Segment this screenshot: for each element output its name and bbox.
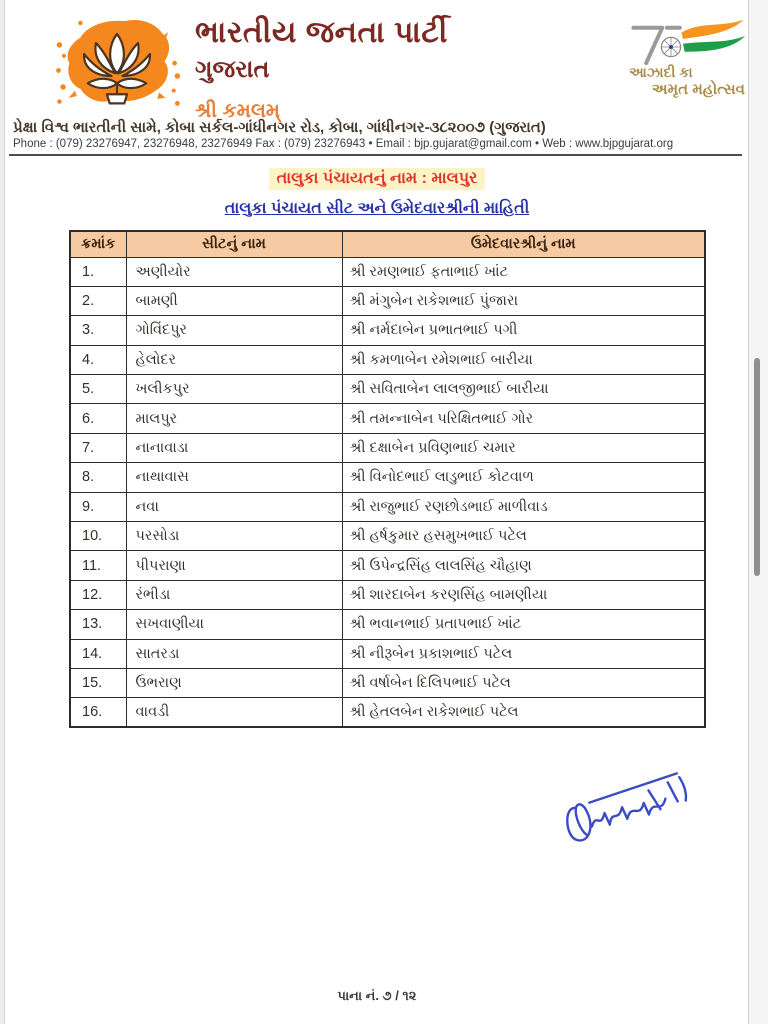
table-row (70, 463, 705, 492)
list-subtitle-text: તાલુકા પંચાયત સીટ અને ઉમેદવારશ્રીની માહિતી (224, 200, 530, 217)
seats-candidates-table (69, 230, 706, 728)
col-header-serial: ક્રમાંક (70, 231, 126, 257)
amrut-75-tricolor-icon (627, 16, 747, 70)
amrut-line2: અમૃત મહોત્સવ (651, 81, 745, 98)
row-number-cell: 3. (70, 316, 126, 345)
seat-name-cell: હેલોદર (126, 345, 342, 374)
table-row (70, 404, 705, 433)
page-number: પાના નં. ૭ / ૧૨ (337, 988, 417, 1003)
table-row (70, 639, 705, 668)
table-row (70, 668, 705, 697)
table-row (70, 522, 705, 551)
table-row (70, 257, 705, 286)
candidate-name-cell: શ્રી હર્ષકુમાર હસમુખભાઈ પટેલ (342, 522, 705, 551)
candidate-name-cell: શ્રી શારદાબેન કરણસિંહ બામણીયા (342, 580, 705, 609)
scanned-page (4, 0, 748, 1024)
candidate-name-cell: શ્રી નીરૂબેન પ્રકાશભાઈ પટેલ (342, 639, 705, 668)
table-row (70, 286, 705, 315)
seat-name-cell: ખલીકપુર (126, 375, 342, 404)
seat-name-cell: રંભીડા (126, 580, 342, 609)
table-row (70, 698, 705, 727)
handwritten-signature-icon (550, 756, 718, 856)
row-number-cell: 8. (70, 463, 126, 492)
candidate-name-cell: શ્રી કમળાબેન રમેશભાઈ બારીયા (342, 345, 705, 374)
row-number-cell: 5. (70, 375, 126, 404)
row-number-cell: 4. (70, 345, 126, 374)
seat-name-cell: પીપરાણા (126, 551, 342, 580)
candidate-name-cell: શ્રી રમણભાઈ ફતાભાઈ ખાંટ (342, 257, 705, 286)
bjp-lotus-logo-icon (53, 10, 181, 120)
row-number-cell: 16. (70, 698, 126, 727)
table-row (70, 316, 705, 345)
seat-name-cell: નવા (126, 492, 342, 521)
col-header-seat: સીટનું નામ (126, 231, 342, 257)
table-header-row (70, 231, 705, 257)
candidate-name-cell: શ્રી વર્ષાબેન દિલિપભાઈ પટેલ (342, 668, 705, 697)
row-number-cell: 1. (70, 257, 126, 286)
row-number-cell: 14. (70, 639, 126, 668)
table-row (70, 375, 705, 404)
list-subtitle (5, 200, 749, 218)
seat-table-body (70, 257, 705, 727)
candidate-name-cell: શ્રી તમન્નાબેન પરિક્ષિતભાઈ ગોર (342, 404, 705, 433)
row-number-cell: 2. (70, 286, 126, 315)
table-row (70, 610, 705, 639)
seat-name-cell: પરસોડા (126, 522, 342, 551)
table-row (70, 580, 705, 609)
candidate-name-cell: શ્રી રાજુભાઈ રણછોડભાઈ માળીવાડ (342, 492, 705, 521)
letterhead-title-block (195, 16, 495, 123)
scrollbar-thumb[interactable] (754, 358, 760, 576)
table-row (70, 492, 705, 521)
row-number-cell: 13. (70, 610, 126, 639)
seat-name-cell: ઉભરાણ (126, 668, 342, 697)
col-header-candidate: ઉમેદવારશ્રીનું નામ (342, 231, 705, 257)
table-row (70, 551, 705, 580)
office-address: પ્રેક્ષા વિશ્વ ભારતીની સામે, કોબા સર્કલ-ગાંધીનગર રોડ, કોબા, ગાંધીનગર-૩૮૨૦૦૭ (ગુજરાત) (13, 119, 546, 136)
candidate-name-cell: શ્રી મંગુબેન રાકેશભાઈ પુંજારા (342, 286, 705, 315)
candidate-name-cell: શ્રી હેતલબેન રાકેશભાઈ પટેલ (342, 698, 705, 727)
table-row (70, 433, 705, 462)
row-number-cell: 11. (70, 551, 126, 580)
candidate-name-cell: શ્રી વિનોદભાઈ લાડુભાઈ કોટવાળ (342, 463, 705, 492)
candidate-name-cell: શ્રી સવિતાબેન લાલજીભાઈ બારીયા (342, 375, 705, 404)
row-number-cell: 9. (70, 492, 126, 521)
row-number-cell: 6. (70, 404, 126, 433)
candidate-name-cell: શ્રી ભવાનભાઈ પ્રતાપભાઈ ખાંટ (342, 610, 705, 639)
table-row (70, 345, 705, 374)
row-number-cell: 15. (70, 668, 126, 697)
seat-name-cell: અણીયોર (126, 257, 342, 286)
seat-name-cell: સખવાણીયા (126, 610, 342, 639)
seat-name-cell: ગોવિંદપુર (126, 316, 342, 345)
seat-name-cell: નાથાવાસ (126, 463, 342, 492)
row-number-cell: 10. (70, 522, 126, 551)
candidate-name-cell: શ્રી ઉપેન્દ્રસિંહ લાલસિંહ ચૌહાણ (342, 551, 705, 580)
org-name: ભારતીય જનતા પાર્ટી (195, 16, 448, 49)
amrut-mahotsav-logo (611, 16, 747, 98)
org-region: ગુજરાત (195, 56, 270, 83)
seat-name-cell: વાવડી (126, 698, 342, 727)
taluka-title (5, 168, 749, 190)
seat-name-cell: સાતરડા (126, 639, 342, 668)
candidate-name-cell: શ્રી દક્ષાબેન પ્રવિણભાઈ ચમાર (342, 433, 705, 462)
office-name: શ્રી કમલમ્ (195, 100, 281, 122)
taluka-title-text: તાલુકા પંચાયતનું નામ : માલપુર (269, 168, 486, 190)
contact-info: Phone : (079) 23276947, 23276948, 23276949 Fax : (079) 23276943 • Email : bjp.gujarat@gmail.com • Web : www.bjpgujarat.org (13, 138, 674, 150)
seat-name-cell: બામણી (126, 286, 342, 315)
header-divider (9, 154, 742, 156)
row-number-cell: 12. (70, 580, 126, 609)
seat-name-cell: માલપુર (126, 404, 342, 433)
row-number-cell: 7. (70, 433, 126, 462)
vertical-scrollbar[interactable] (748, 0, 768, 1024)
seat-name-cell: નાનાવાડા (126, 433, 342, 462)
candidate-name-cell: શ્રી નર્મદાબેન પ્રભાતભાઈ પગી (342, 316, 705, 345)
amrut-line1: આઝાદી કા (629, 64, 693, 80)
